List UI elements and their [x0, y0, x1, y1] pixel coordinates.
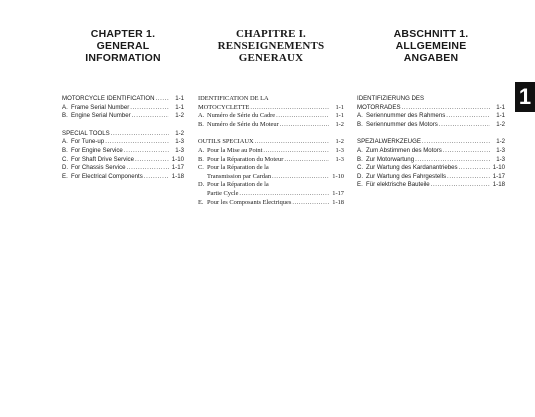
- toc-page-number: 1-3: [175, 146, 184, 154]
- toc-page-number: 1-3: [335, 146, 344, 154]
- chapter-heading: [198, 28, 344, 64]
- toc-entry-code: A.: [357, 146, 363, 154]
- toc-page-number: 1-1: [335, 103, 344, 111]
- chapter-heading-line: ANGABEN: [403, 52, 459, 64]
- toc-page-number: 1-1: [496, 103, 505, 111]
- toc-entry-text: For Electrical Components: [71, 172, 143, 180]
- toc-page-number: 1-2: [175, 129, 184, 137]
- toc-section: [357, 95, 505, 129]
- toc-entry[interactable]: [198, 121, 344, 130]
- toc-page-number: 1-3: [335, 155, 344, 163]
- toc-entry-text: Transmission par Cardan: [207, 172, 272, 180]
- toc-section-title-text: SPECIAL TOOLS: [62, 129, 110, 137]
- toc-page-number: 1-2: [335, 120, 344, 128]
- toc-entry-text: Pour les Composants Electriques: [207, 198, 292, 206]
- toc-entry-text: Zur Wartung des Fahrgestells: [366, 172, 447, 180]
- toc-section-title[interactable]: [357, 104, 505, 113]
- toc-entry-code: B.: [198, 120, 204, 128]
- toc-entry-code: E.: [62, 172, 68, 180]
- toc-leader: [132, 112, 169, 121]
- toc-column-german: [357, 28, 505, 199]
- toc-leader: [272, 173, 329, 182]
- toc-entry-text: Numéro de Série du Cadre: [207, 112, 276, 120]
- toc-section-title-text: MOTORRADES: [357, 103, 401, 111]
- toc-entry-continuation[interactable]: [198, 190, 344, 199]
- toc-page-number: 1-2: [175, 112, 184, 120]
- toc-entry[interactable]: [357, 181, 505, 190]
- toc-page-number: 1-18: [171, 172, 184, 180]
- toc-section: [62, 130, 184, 182]
- toc-section-title-text: MOTORCYCLE IDENTIFICATION: [62, 95, 155, 102]
- toc-entry-code: E.: [357, 181, 363, 189]
- toc-column-french: [198, 28, 344, 216]
- toc-entry-code: A.: [198, 146, 205, 154]
- toc-entry-text: Pour la Réparation du Moteur: [207, 155, 284, 163]
- toc-entry-text: Zur Motorwartung: [366, 155, 415, 163]
- toc-section-title-text: OUTILS SPECIAUX: [198, 138, 254, 146]
- toc-section-title[interactable]: [198, 138, 344, 147]
- toc-leader: [276, 112, 329, 121]
- toc-page-number: 1-1: [496, 112, 505, 120]
- toc-entry-continuation[interactable]: [198, 173, 344, 182]
- toc-entry[interactable]: [357, 173, 505, 182]
- toc-entry[interactable]: [62, 104, 184, 113]
- toc-page-number: 1-1: [335, 112, 344, 120]
- toc-entry-text: Pour la Mise au Point: [207, 146, 263, 154]
- toc-page-number: 1-10: [171, 155, 184, 163]
- toc-entry[interactable]: [62, 173, 184, 182]
- toc-section-title[interactable]: [357, 138, 505, 147]
- toc-page-number: 1-2: [335, 138, 344, 146]
- toc-page-number: 1-1: [175, 95, 184, 102]
- toc-entry-code: B.: [198, 155, 204, 163]
- toc-section-title[interactable]: [62, 95, 184, 104]
- toc-section-title[interactable]: [357, 95, 505, 104]
- toc-entry[interactable]: [62, 138, 184, 147]
- toc-entry-code: A.: [198, 112, 205, 120]
- chapter-heading-line: CHAPITRE I.: [235, 28, 307, 40]
- toc-page-number: 1-17: [492, 172, 505, 180]
- toc-page-number: 1-3: [496, 155, 505, 163]
- toc-entry-text: Zur Wartung des Kardanantriebes: [366, 164, 458, 172]
- toc-leader: [280, 121, 329, 130]
- toc-entry[interactable]: [198, 181, 344, 190]
- chapter-heading-line: ABSCHNITT 1.: [393, 28, 469, 40]
- toc-section-title[interactable]: [198, 104, 344, 113]
- toc-section: [62, 95, 184, 121]
- toc-page-number: 1-17: [332, 189, 344, 197]
- toc-entry[interactable]: [198, 112, 344, 121]
- toc-entry-code: C.: [198, 164, 204, 172]
- toc-leader: [292, 199, 329, 208]
- toc-page-number: 1-17: [171, 164, 184, 172]
- toc-leader: [439, 121, 490, 130]
- toc-section-title-text: IDENTIFIZIERUNG DES: [357, 95, 425, 102]
- toc-entry[interactable]: [198, 156, 344, 165]
- toc-entry-code: D.: [62, 164, 69, 172]
- toc-leader: [124, 147, 169, 156]
- toc-entry-code: B.: [62, 112, 68, 120]
- toc-page-number: 1-18: [492, 181, 505, 189]
- toc-entry-text: Partie Cycle: [207, 189, 239, 197]
- toc-page-number: 1-3: [496, 146, 505, 154]
- toc-leader: [443, 147, 490, 156]
- toc-entry[interactable]: [357, 156, 505, 165]
- toc-entry[interactable]: [62, 156, 184, 165]
- toc-entry-code: A.: [62, 138, 68, 146]
- toc-entry-text: For Tune-up: [71, 138, 105, 146]
- toc-entry-code: C.: [62, 155, 69, 163]
- chapter-tab: 1: [515, 82, 535, 112]
- toc-section: [198, 95, 344, 129]
- toc-column-english: [62, 28, 184, 190]
- toc-entry-text: Seriennummer des Rahmens: [366, 112, 446, 120]
- toc-section-title-text: SPEZIALWERKZEUGE: [357, 138, 421, 146]
- toc-entry-text: Frame Serial Number: [71, 103, 130, 111]
- toc-page-number: 1-3: [175, 138, 184, 146]
- toc-leader: [111, 130, 169, 139]
- toc-entry-text: For Shaft Drive Service: [71, 155, 134, 163]
- toc-page-number: 1-2: [496, 120, 505, 128]
- toc-section-title[interactable]: [198, 95, 344, 104]
- chapter-heading-line: ALLGEMEINE: [395, 40, 467, 52]
- toc-leader: [459, 164, 490, 173]
- toc-leader: [144, 173, 169, 182]
- toc-section-title[interactable]: [62, 130, 184, 139]
- toc-leader: [415, 156, 490, 165]
- toc-leader: [105, 138, 169, 147]
- toc-entry[interactable]: [198, 164, 344, 173]
- toc-page-number: 1-10: [332, 172, 344, 180]
- toc-entry[interactable]: [62, 164, 184, 173]
- toc-leader: [156, 95, 169, 104]
- toc-entry-code: A.: [357, 112, 363, 120]
- toc-leader: [127, 164, 169, 173]
- toc-entry-text: Pour la Réparation de la: [207, 181, 269, 189]
- chapter-heading-line: GENERAUX: [238, 52, 304, 64]
- toc-entry-text: Pour la Réparation de la: [207, 164, 269, 172]
- toc-leader: [135, 156, 169, 165]
- toc-section-title-text: IDENTIFICATION DE LA: [198, 95, 269, 102]
- toc-entry-code: D.: [357, 172, 364, 180]
- toc-section: [198, 138, 344, 207]
- toc-entry[interactable]: [198, 147, 344, 156]
- chapter-heading: [357, 28, 505, 64]
- toc-entry[interactable]: [198, 199, 344, 208]
- toc-entry-code: B.: [62, 146, 68, 154]
- toc-leader: [255, 138, 329, 147]
- toc-entry-code: D.: [198, 181, 205, 189]
- chapter-heading: [62, 28, 184, 64]
- toc-entry[interactable]: [62, 112, 184, 121]
- toc-entry-text: Engine Serial Number: [71, 112, 131, 120]
- toc-entry[interactable]: [357, 147, 505, 156]
- toc-leader: [447, 173, 490, 182]
- toc-entry-text: Seriennummer des Motors: [366, 120, 438, 128]
- toc-entry-code: B.: [357, 155, 363, 163]
- toc-leader: [422, 138, 490, 147]
- toc-entry-text: For Chassis Service: [71, 164, 126, 172]
- toc-entry-text: For Engine Service: [71, 146, 123, 154]
- toc-leader: [446, 112, 490, 121]
- toc-page-number: 1-1: [175, 103, 184, 111]
- toc-entry[interactable]: [357, 121, 505, 130]
- toc-entry[interactable]: [62, 147, 184, 156]
- toc-entry-text: Numéro de Série du Moteur: [207, 120, 279, 128]
- toc-section: [357, 138, 505, 190]
- toc-entry-code: E.: [198, 198, 204, 206]
- chapter-heading-line: RENSEIGNEMENTS: [217, 40, 325, 52]
- toc-entry[interactable]: [357, 164, 505, 173]
- toc-entry-text: Für elektrische Bauteile: [366, 181, 430, 189]
- toc-page-number: 1-18: [332, 198, 344, 206]
- chapter-heading-line: CHAPTER 1.: [90, 28, 156, 40]
- toc-leader: [250, 104, 329, 113]
- toc-page-number: 1-10: [492, 164, 505, 172]
- toc-entry-code: C.: [357, 164, 364, 172]
- toc-entry-code: B.: [357, 120, 363, 128]
- toc-leader: [431, 181, 490, 190]
- toc-entry-text: Zum Abstimmen des Motors: [366, 146, 442, 154]
- toc-entry[interactable]: [357, 112, 505, 121]
- chapter-heading-line: GENERAL: [96, 40, 150, 52]
- toc-entry-code: A.: [62, 103, 68, 111]
- chapter-heading-line: INFORMATION: [85, 52, 161, 64]
- toc-leader: [263, 147, 329, 156]
- toc-page-number: 1-2: [496, 138, 505, 146]
- toc-leader: [130, 104, 169, 113]
- toc-section-title-text: MOTOCYCLETTE: [198, 103, 250, 111]
- toc-leader: [239, 190, 329, 199]
- toc-leader: [284, 156, 329, 165]
- toc-leader: [402, 104, 490, 113]
